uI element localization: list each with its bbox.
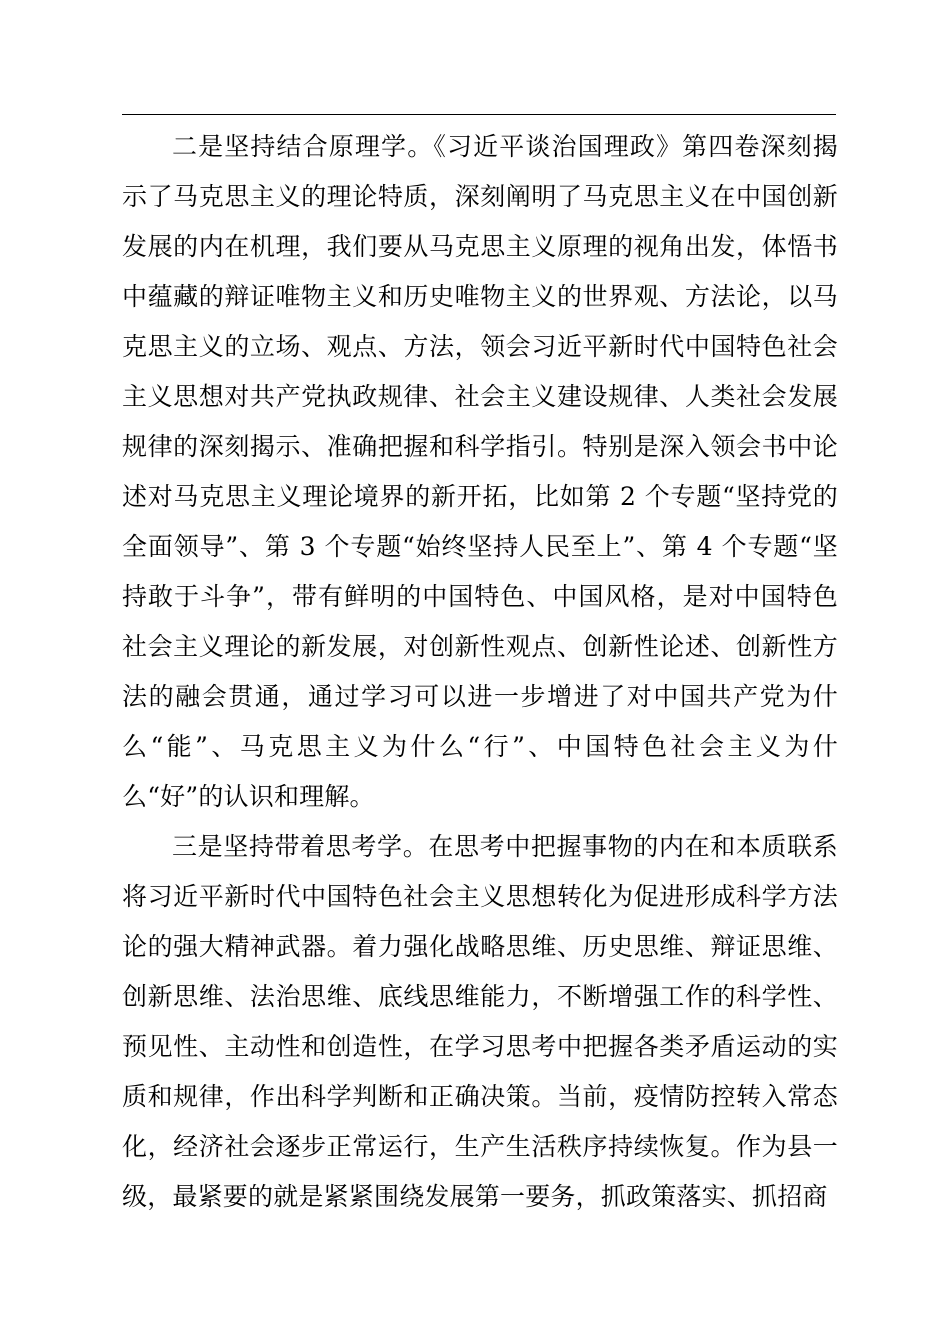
- header-rule: [122, 114, 836, 115]
- paragraph-principles: 二是坚持结合原理学。《习近平谈治国理政》第四卷深刻揭示了马克思主义的理论特质，深刻阐明了马克思主义在中国创新发展的内在机理，我们要从马克思主义原理的视角出发，体悟书中蕴藏的辩证唯物主义和历史唯物主义的世界观、方法论，以马克思主义的立场、观点、方法，领会习近平新时代中国特色社会主义思想对共产党执政规律、社会主义建设规律、人类社会发展规律的深刻揭示、准确把握和科学指引。特别是深入领会书中论述对马克思主义理论境界的新开拓，比如第 2 个专题“坚持党的全面领导”、第 3 个专题“始终坚持人民至上”、第 4 个专题“坚持敢于斗争”，带有鲜明的中国特色、中国风格，是对中国特色社会主义理论的新发展，对创新性观点、创新性论述、创新性方法的融会贯通，通过学习可以进一步增进了对中国共产党为什么“能”、马克思主义为什么“行”、中国特色社会主义为什么“好”的认识和理解。: [122, 132, 838, 811]
- paragraph-thinking: 三是坚持带着思考学。在思考中把握事物的内在和本质联系将习近平新时代中国特色社会主义思想转化为促进形成科学方法论的强大精神武器。着力强化战略思维、历史思维、辩证思维、创新思维、法治思维、底线思维能力，不断增强工作的科学性、预见性、主动性和创造性，在学习思考中把握各类矛盾运动的实质和规律，作出科学判断和正确决策。当前，疫情防控转入常态化，经济社会逐步正常运行，生产生活秩序持续恢复。作为县一级，最紧要的就是紧紧围绕发展第一要务，抓政策落实、抓招商: [122, 832, 838, 1211]
- document-body: [122, 122, 838, 1222]
